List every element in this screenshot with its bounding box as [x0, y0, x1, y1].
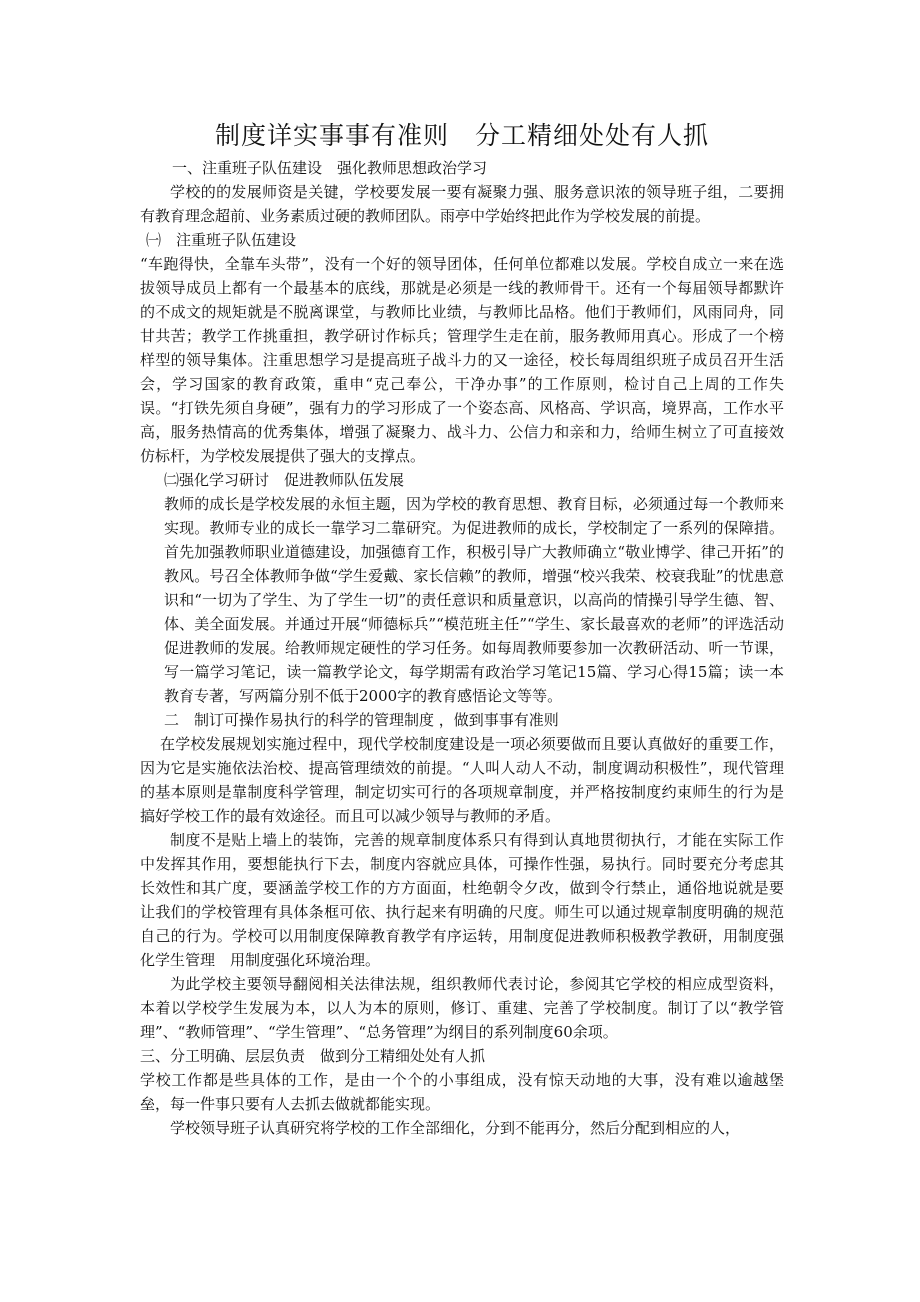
paragraph-division-of-work: 学校领导班子认真研究将学校的工作全部细化，分到不能再分，然后分配到相应的人，: [170, 1119, 741, 1137]
paragraph-teacher-growth: 教师的成长是学校发展的永恒主题，因为学校的教育思想、教育目标，必须通过每一个教师来实现。教师专业的成长一靠学习二靠研究。为促进教师的成长，学校制定了一系列的保障措。首先加强教师职业道德建设，加强德育工作，积极引导广大教师确立“敬业博学、律己开拓”的教风。号召全体教师争做“学生爱戴、家长信赖”的教师，增强“校兴我荣、校衰我耻”的忧患意识和“一切为了学生、为了学生一切”的责任意识和质量意识，以高尚的情操引导学生德、智、体、美全面发展。并通过开展“师德标兵”“模范班主任”“学生、家长最喜欢的老师”的评选活动促进教师的发展。给教师规定硬性的学习任务。如每周教师要参加一次教研活动、听一节课，写一篇学习笔记，读一篇教学论文，每学期需有政治学习笔记15篇、学习心得15篇；读一本教育专著，写两篇分别不低于2000字的教育感悟论文等等。: [164, 495, 784, 705]
subheading-1: ㈠ 注重班子队伍建设: [146, 231, 297, 249]
section-heading-3: 三、分工明确、层层负责 做到分工精细处处有人抓: [140, 1047, 486, 1065]
document-page: [140, 118, 784, 1140]
paragraph-leadership: “车跑得快，全靠车头带”，没有一个好的领导团体，任何单位都难以发展。学校自成立一来在选拔领导成员上都有一个最基本的底线，那就是必须是一线的教师骨干。还有一个每届领导都默许的不成文的规矩就是不脱离课堂，与教师比业绩，与教师比品格。他们于教师们，风雨同舟，同甘共苦；教学工作挑重担，教学研讨作标兵；管理学生走在前，服务教师用真心。形成了一个榜样型的领导集体。注重思想学习是提高班子战斗力的又一途径，校长每周组织班子成员召开生活会，学习国家的教育政策，重申“克己奉公，干净办事”的工作原则，检讨自己上周的工作失误。“打铁先须自身硬”，强有力的学习形成了一个姿态高、风格高、学识高，境界高，工作水平高，服务热情高的优秀集体，增强了凝聚力、战斗力、公信力和亲和力，给师生树立了可直接效仿标杆，为学校发展提供了强大的支撑点。: [140, 255, 784, 465]
document-title: 制度详实事事有准则 分工精细处处有人抓: [214, 121, 709, 150]
section-heading-2: 二 制订可操作易执行的科学的管理制度 ，做到事事有准则: [164, 711, 559, 729]
paragraph-system-revision: 为此学校主要领导翻阅相关法律法规，组织教师代表讨论，参阅其它学校的相应成型资料，本着以学校学生发展为本，以人为本的原则，修订、重建、完善了学校制度。制订了以“教学管理”、“教师管理”、“学生管理”、“总务管理”为纲目的系列制度60余项。: [140, 975, 784, 1041]
paragraph-system-building: 在学校发展规划实施过程中，现代学校制度建设是一项必须要做而且要认真做好的重要工作，因为它是实施依法治校、提高管理绩效的前提。“人叫人动人不动，制度调动积极性”，现代管理的基本原则是靠制度科学管理，制定切实可行的各项规章制度，并严格按制度约束师生的行为是搞好学校工作的最有效途径。而且可以减少领导与教师的矛盾。: [140, 735, 784, 825]
subheading-2: ㈡强化学习研讨 促进教师队伍发展: [164, 471, 405, 489]
section-heading-1: 一、注重班子队伍建设 强化教师思想政治学习: [172, 159, 488, 177]
paragraph-intro: 学校的的发展师资是关键，学校要发展一要有凝聚力强、服务意识浓的领导班子组，二要拥有教育理念超前、业务素质过硬的教师团队。雨亭中学始终把此作为学校发展的前提。: [140, 183, 784, 225]
paragraph-specific-work: 学校工作都是些具体的工作，是由一个个的小事组成，没有惊天动地的大事，没有难以逾越堡垒，每一件事只要有人去抓去做就都能实现。: [140, 1071, 784, 1113]
paragraph-system-execution: 制度不是贴上墙上的装饰，完善的规章制度体系只有得到认真地贯彻执行，才能在实际工作中发挥其作用，要想能执行下去，制度内容就应具体，可操作性强，易执行。同时要充分考虑其长效性和其广度，要涵盖学校工作的方方面面，杜绝朝令夕改，做到令行禁止，通俗地说就是要让我们的学校管理有具体条框可依、执行起来有明确的尺度。师生可以通过规章制度明确的规范自己的行为。学校可以用制度保障教育教学有序运转，用制度促进教师积极教学教研，用制度强化学生管理 用制度强化环境治理。: [140, 831, 784, 969]
